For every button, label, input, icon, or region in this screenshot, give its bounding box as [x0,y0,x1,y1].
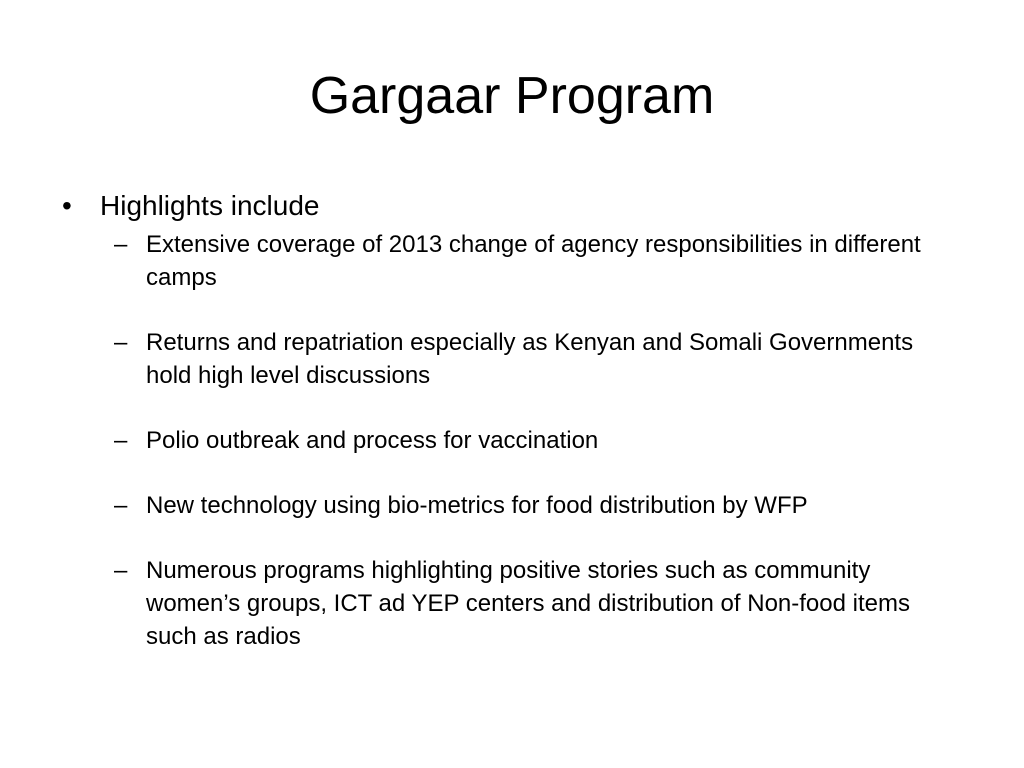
sub-bullet-text: Numerous programs highlighting positive stories such as community women’s groups, ICT ad YEP centers and distribution of Non-food items such as radios [146,557,910,650]
dash-icon: – [114,492,128,519]
dash-icon: – [114,231,128,258]
sub-bullet-item [100,554,946,653]
sub-bullet-list [100,228,962,653]
sub-bullet-item [100,424,946,457]
dash-icon: – [114,557,128,584]
dash-icon: – [114,427,128,454]
bullet-icon: • [62,190,72,221]
sub-bullet-text: New technology using bio-metrics for food distribution by WFP [146,492,808,519]
bullet-text: Highlights include [100,190,320,221]
sub-bullet-text: Returns and repatriation especially as Kenyan and Somali Governments hold high level discussions [146,329,914,389]
slide-title: Gargaar Program [309,67,715,125]
sub-bullet-item [100,326,946,392]
sub-bullet-text: Polio outbreak and process for vaccination [146,427,599,454]
bullet-item-highlights [62,188,962,653]
bullet-list [62,188,962,685]
sub-bullet-item [100,489,946,522]
dash-icon: – [114,329,128,356]
sub-bullet-text: Extensive coverage of 2013 change of agency responsibilities in different camps [146,231,921,291]
sub-bullet-item [100,228,946,294]
